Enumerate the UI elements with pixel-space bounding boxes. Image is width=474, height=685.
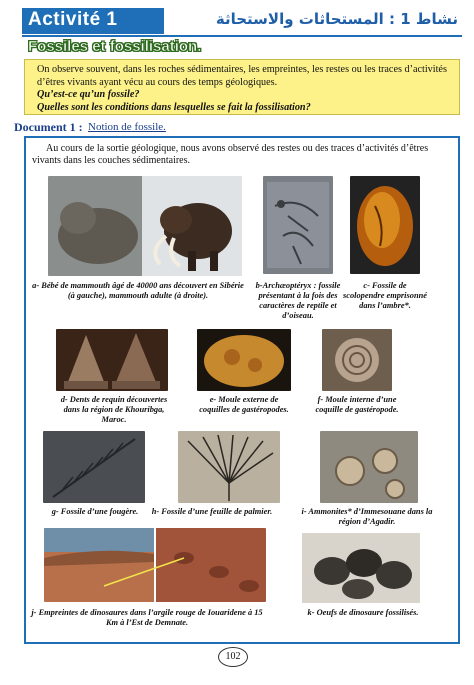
- header-divider: [22, 35, 462, 37]
- shark-teeth-photo: [56, 329, 168, 391]
- document-title: Notion de fossile.: [88, 121, 166, 133]
- dinosaur-footprints-photo: [44, 528, 266, 602]
- caption-b: b-Archæoptéryx : fossile présentant à la fois des caractères de reptile et d’oiseau.: [255, 281, 341, 320]
- document-text: Au cours de la sortie géologique, nous avons observé des restes ou des traces d’activités d’êtres vivants dans les couches sédimentaires.: [32, 143, 429, 166]
- caption-g: g- Fossile d’une fougère.: [51, 507, 139, 516]
- intro-line-1: On observe souvent, dans les roches sédimentaires, les empreintes, les restes ou les traces d’activités: [37, 64, 447, 75]
- amber-photo: [350, 176, 420, 274]
- palm-leaf-fossil-photo: [178, 431, 280, 503]
- caption-c: c- Fossile de scolopendre emprisonné dans l’ambre*.: [343, 281, 427, 310]
- caption-k: k- Oeufs de dinosaure fossilisés.: [307, 608, 419, 617]
- intro-box: [24, 59, 460, 115]
- intro-line-2: d’êtres vivants ayant vécu au cours des temps géologiques.: [37, 76, 278, 88]
- caption-e: e- Moule externe de coquilles de gastéropodes.: [199, 395, 289, 414]
- caption-d: d- Dents de requin découvertes dans la région de Khouribga, Maroc.: [60, 395, 168, 424]
- mammoth-photo: [48, 176, 242, 276]
- caption-j: j- Empreintes de dinosaures dans l’argile rouge de Iouaridene à 15 Km à l’Est de Demnate.: [31, 608, 263, 627]
- caption-f: f- Moule interne d’une coquille de gastéropode.: [315, 395, 399, 414]
- page-subtitle: Fossiles et fossilisation.: [28, 38, 202, 55]
- page-number: 102: [218, 647, 248, 667]
- ammonites-photo: [320, 431, 418, 503]
- activity-arabic-title: نشاط 1 : المستحاثات والاستحاثة: [215, 10, 458, 28]
- document-label: Document 1 :: [14, 120, 83, 134]
- internal-mold-photo: [322, 329, 392, 391]
- activity-title: Activité 1: [28, 9, 118, 30]
- caption-a: a- Bébé de mammouth âgé de 40000 ans découvert en Sibérie (à gauche), mammouth adulte (à droite).: [32, 281, 244, 300]
- fern-fossil-photo: [43, 431, 145, 503]
- caption-h: h- Fossile d’une feuille de palmier.: [151, 507, 273, 516]
- dinosaur-eggs-photo: [302, 533, 420, 603]
- caption-i: i- Ammonites* d’Immesouane dans la région d’Agadir.: [301, 507, 433, 526]
- intro-question-1: Qu’est-ce qu’un fossile?: [37, 89, 140, 100]
- archaeopteryx-photo: [263, 176, 333, 274]
- external-mold-photo: [197, 329, 291, 391]
- intro-question-2: Quelles sont les conditions dans lesquelles se fait la fossilisation?: [37, 101, 311, 113]
